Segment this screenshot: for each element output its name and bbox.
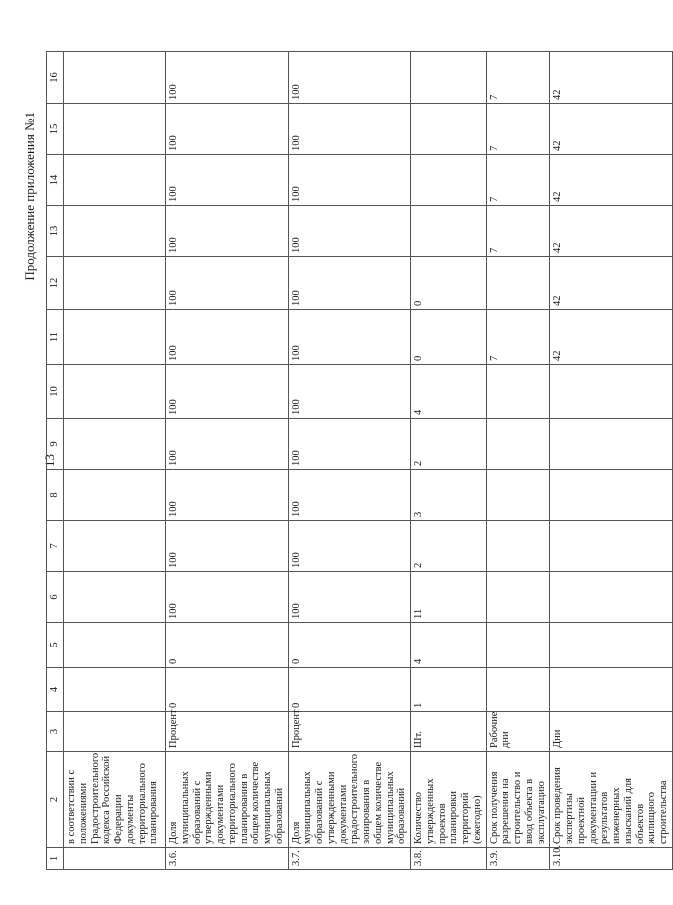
value-cell: 100 — [288, 419, 411, 470]
value-cell — [64, 668, 166, 712]
indicator-name-cell: в соответствии с положениями Градостроительного кодекса Российской Федерации документы территориального планирования — [64, 752, 166, 848]
value-cell — [550, 365, 673, 419]
table-row — [486, 52, 550, 870]
column-number: 8 — [47, 470, 64, 521]
value-cell — [550, 470, 673, 521]
row-number-cell: 3.8. — [411, 848, 487, 870]
row-number-cell: 3.10. — [550, 848, 673, 870]
column-number: 13 — [47, 206, 64, 257]
value-cell: 7 — [486, 52, 550, 104]
value-cell: 7 — [486, 155, 550, 206]
indicator-name-cell: Срок проведения экспертизы проектной документации и результатов инженерных изысканий для объектов жилищного строительства — [550, 752, 673, 848]
value-cell: 100 — [166, 257, 289, 310]
value-cell: 100 — [166, 310, 289, 365]
indicator-table — [46, 51, 673, 870]
value-cell: 0 — [411, 257, 487, 310]
value-cell: 100 — [166, 104, 289, 155]
value-cell — [64, 155, 166, 206]
value-cell: 1 — [411, 668, 487, 712]
value-cell — [486, 419, 550, 470]
value-cell — [411, 52, 487, 104]
value-cell: 100 — [288, 206, 411, 257]
value-cell: 100 — [166, 470, 289, 521]
value-cell — [550, 668, 673, 712]
column-number: 2 — [47, 752, 64, 848]
value-cell — [486, 470, 550, 521]
value-cell: 42 — [550, 206, 673, 257]
value-cell — [550, 521, 673, 572]
value-cell: 100 — [166, 206, 289, 257]
value-cell — [486, 668, 550, 712]
value-cell: 0 — [288, 668, 411, 712]
value-cell — [64, 52, 166, 104]
value-cell: 4 — [411, 365, 487, 419]
value-cell — [550, 623, 673, 668]
table-row — [411, 52, 487, 870]
value-cell: 0 — [166, 668, 289, 712]
value-cell: 100 — [166, 365, 289, 419]
column-number: 1 — [47, 848, 64, 870]
value-cell — [64, 310, 166, 365]
column-number-row — [47, 52, 64, 870]
value-cell — [64, 104, 166, 155]
column-number: 5 — [47, 623, 64, 668]
unit-cell — [64, 712, 166, 752]
value-cell: 3 — [411, 470, 487, 521]
value-cell: 42 — [550, 155, 673, 206]
value-cell: 100 — [166, 521, 289, 572]
value-cell: 42 — [550, 257, 673, 310]
value-cell — [411, 206, 487, 257]
value-cell: 100 — [288, 521, 411, 572]
value-cell: 100 — [166, 52, 289, 104]
value-cell: 100 — [166, 572, 289, 623]
value-cell — [64, 206, 166, 257]
column-number: 7 — [47, 521, 64, 572]
value-cell: 42 — [550, 52, 673, 104]
unit-cell: Дни — [550, 712, 673, 752]
indicator-name-cell: Доля муниципальных образований с утвержденными документами градостроительного зонирования в общем количестве муниципальных образований — [288, 752, 411, 848]
column-number: 9 — [47, 419, 64, 470]
value-cell: 11 — [411, 572, 487, 623]
value-cell: 100 — [288, 572, 411, 623]
value-cell: 42 — [550, 104, 673, 155]
table-row — [288, 52, 411, 870]
indicator-name-cell: Количество утвержденных проектов планировки территорий (ежегодно) — [411, 752, 487, 848]
unit-cell: Процент — [288, 712, 411, 752]
table-row — [166, 52, 289, 870]
value-cell: 4 — [411, 623, 487, 668]
value-cell — [486, 257, 550, 310]
value-cell — [64, 623, 166, 668]
value-cell: 100 — [288, 257, 411, 310]
table-row — [550, 52, 673, 870]
unit-cell: Рабочие дни — [486, 712, 550, 752]
column-number: 4 — [47, 668, 64, 712]
value-cell — [486, 521, 550, 572]
value-cell: 100 — [166, 419, 289, 470]
value-cell — [486, 572, 550, 623]
row-number-cell — [64, 848, 166, 870]
unit-cell: Шт. — [411, 712, 487, 752]
value-cell: 100 — [288, 310, 411, 365]
value-cell — [550, 419, 673, 470]
page-number: 13 — [42, 454, 57, 467]
value-cell: 7 — [486, 310, 550, 365]
value-cell: 100 — [166, 155, 289, 206]
row-number-cell: 3.9. — [486, 848, 550, 870]
value-cell: 0 — [411, 310, 487, 365]
row-number-cell: 3.7. — [288, 848, 411, 870]
indicator-name-cell: Доля муниципальных образований с утвержденными документами территориального планирования в общем количестве муниципальных образований — [166, 752, 289, 848]
value-cell — [550, 572, 673, 623]
value-cell: 2 — [411, 521, 487, 572]
value-cell: 7 — [486, 104, 550, 155]
value-cell — [64, 257, 166, 310]
table-row — [64, 52, 166, 870]
column-number: 3 — [47, 712, 64, 752]
value-cell: 100 — [288, 104, 411, 155]
value-cell: 42 — [550, 310, 673, 365]
value-cell: 100 — [288, 52, 411, 104]
value-cell: 0 — [288, 623, 411, 668]
column-number: 16 — [47, 52, 64, 104]
column-number: 6 — [47, 572, 64, 623]
value-cell — [411, 155, 487, 206]
value-cell — [64, 470, 166, 521]
value-cell — [486, 623, 550, 668]
value-cell: 100 — [288, 365, 411, 419]
indicator-name-cell: Срок получения разрешения на строительство и ввод объекта в эксплуатацию — [486, 752, 550, 848]
column-number: 11 — [47, 310, 64, 365]
column-number: 15 — [47, 104, 64, 155]
value-cell — [64, 419, 166, 470]
appendix-caption: Продолжение приложения №1 — [22, 112, 37, 281]
value-cell — [64, 365, 166, 419]
column-number: 14 — [47, 155, 64, 206]
value-cell — [64, 572, 166, 623]
value-cell — [486, 365, 550, 419]
column-number: 12 — [47, 257, 64, 310]
value-cell: 2 — [411, 419, 487, 470]
value-cell: 100 — [288, 470, 411, 521]
column-number: 10 — [47, 365, 64, 419]
value-cell: 0 — [166, 623, 289, 668]
value-cell — [64, 521, 166, 572]
unit-cell: Процент — [166, 712, 289, 752]
value-cell: 7 — [486, 206, 550, 257]
row-number-cell: 3.6. — [166, 848, 289, 870]
value-cell — [411, 104, 487, 155]
value-cell: 100 — [288, 155, 411, 206]
